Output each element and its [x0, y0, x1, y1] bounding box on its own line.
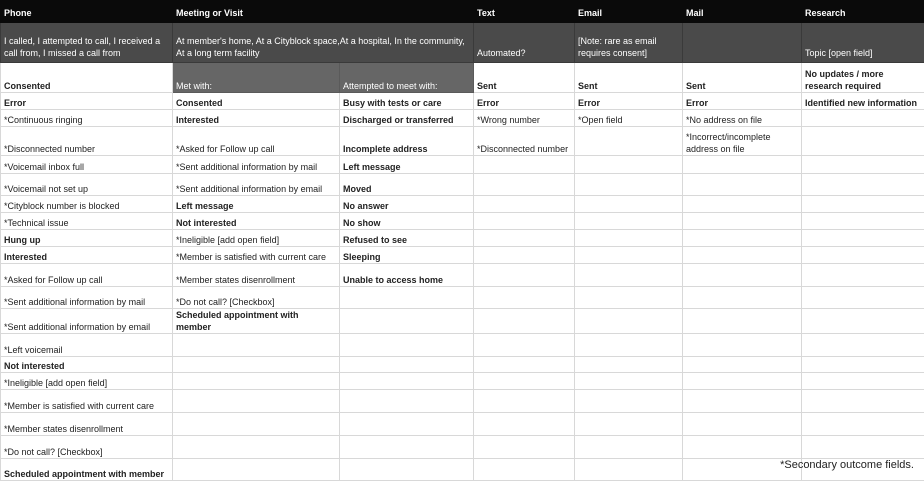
table-cell: *Wrong number: [474, 110, 575, 127]
table-row: [1, 264, 924, 287]
table-cell: *Sent additional information by email: [173, 174, 340, 196]
table-row: [1, 213, 924, 230]
table-cell: No show: [340, 213, 474, 230]
table-cell: *Member states disenrollment: [173, 264, 340, 287]
table-cell: Interested: [173, 110, 340, 127]
attempted-subheader: Attempted to meet with:: [340, 63, 474, 93]
header-row: [1, 1, 924, 23]
table-cell: *Sent additional information by email: [1, 309, 173, 334]
table-cell: No updates / more research required: [802, 63, 924, 93]
table-row: [1, 390, 924, 413]
table-row: [1, 413, 924, 436]
table-cell: Not interested: [173, 213, 340, 230]
table-cell: Refused to see: [340, 230, 474, 247]
table-cell: *Member is satisfied with current care: [173, 247, 340, 264]
table-row: [1, 334, 924, 357]
table-cell: Sent: [474, 63, 575, 93]
table-cell: Left message: [173, 196, 340, 213]
table-cell: Identified new information: [802, 93, 924, 110]
table-cell: Scheduled appointment with member: [1, 459, 173, 481]
table-row: [1, 247, 924, 264]
table-cell: *Asked for Follow up call: [173, 127, 340, 156]
mail-description: [683, 23, 802, 63]
table-cell: *Do not call? [Checkbox]: [173, 287, 340, 309]
table-cell: Error: [1, 93, 173, 110]
header-mail: Mail: [683, 1, 802, 23]
met-with-subheader: Met with:: [173, 63, 340, 93]
header-text: Text: [474, 1, 575, 23]
table-cell: Sleeping: [340, 247, 474, 264]
table-cell: *Voicemail not set up: [1, 174, 173, 196]
table-row: [1, 373, 924, 390]
table-cell: Error: [474, 93, 575, 110]
table-cell: Consented: [173, 93, 340, 110]
table-cell: Sent: [575, 63, 683, 93]
table-cell: *Technical issue: [1, 213, 173, 230]
text-description: Automated?: [474, 23, 575, 63]
table-row: [1, 174, 924, 196]
table-cell: *Member states disenrollment: [1, 413, 173, 436]
table-row: [1, 309, 924, 334]
description-row: [1, 23, 924, 63]
table-cell: Discharged or transferred: [340, 110, 474, 127]
table-row: [1, 357, 924, 373]
table-cell: *Continuous ringing: [1, 110, 173, 127]
table-cell: *Disconnected number: [474, 127, 575, 156]
table-cell: *Open field: [575, 110, 683, 127]
header-research: Research: [802, 1, 924, 23]
table-cell: No answer: [340, 196, 474, 213]
table-row: [1, 127, 924, 156]
table-row: [1, 230, 924, 247]
table-cell: *Disconnected number: [1, 127, 173, 156]
header-phone: Phone: [1, 1, 173, 23]
table-cell: Scheduled appointment with member: [173, 309, 340, 334]
table-row: [1, 196, 924, 213]
table-cell: *Do not call? [Checkbox]: [1, 436, 173, 459]
table-cell: *Voicemail inbox full: [1, 156, 173, 174]
table-cell: Moved: [340, 174, 474, 196]
email-description: [Note: rare as email requires consent]: [575, 23, 683, 63]
table-cell: *Sent additional information by mail: [1, 287, 173, 309]
table-cell: *No address on file: [683, 110, 802, 127]
table-cell: Error: [683, 93, 802, 110]
header-email: Email: [575, 1, 683, 23]
table-row: [1, 156, 924, 174]
table-cell: Not interested: [1, 357, 173, 373]
table-cell: Incomplete address: [340, 127, 474, 156]
table-cell: *Cityblock number is blocked: [1, 196, 173, 213]
table-cell: Consented: [1, 63, 173, 93]
table-row: [1, 436, 924, 459]
table-cell: *Left voicemail: [1, 334, 173, 357]
table-cell: Sent: [683, 63, 802, 93]
table-cell: *Member is satisfied with current care: [1, 390, 173, 413]
table-cell: Error: [575, 93, 683, 110]
table-cell: *Sent additional information by mail: [173, 156, 340, 174]
table-row: [1, 287, 924, 309]
table-cell: *Ineligible [add open field]: [173, 230, 340, 247]
table-cell: Hung up: [1, 230, 173, 247]
table-cell: Left message: [340, 156, 474, 174]
meeting-description: At member's home, At a Cityblock space,At a hospital, In the community, At a long term facility: [173, 23, 474, 63]
table-row: [1, 110, 924, 127]
table-cell: *Ineligible [add open field]: [1, 373, 173, 390]
table-cell: Busy with tests or care: [340, 93, 474, 110]
table-row: [1, 63, 924, 93]
footnote: *Secondary outcome fields.: [780, 459, 914, 471]
header-meeting: Meeting or Visit: [173, 1, 474, 23]
table-cell: Unable to access home: [340, 264, 474, 287]
table-cell: *Incorrect/incomplete address on file: [683, 127, 802, 156]
table-row: [1, 93, 924, 110]
research-description: Topic [open field]: [802, 23, 924, 63]
table-cell: Interested: [1, 247, 173, 264]
phone-description: I called, I attempted to call, I received a call from, I missed a call from: [1, 23, 173, 63]
table-cell: *Asked for Follow up call: [1, 264, 173, 287]
